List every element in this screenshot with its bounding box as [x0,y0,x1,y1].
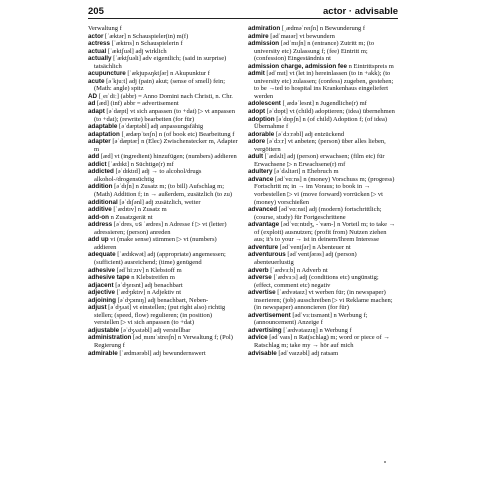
entry-definition: [əˈdɪʃn] n Zusatz m; (to bill) Aufschlag m; (Math) Addition f; in → außerdem, zusätzlich (to zu) [94,183,233,199]
entry-definition: [ˌædəˈlesnt] n Jugendliche(r) mf [282,100,367,108]
entry-definition: n Eintrittspreis m [348,62,394,70]
dictionary-entry [88,350,238,358]
entry-definition: [əˈdʒʌst] vt einstellen; (put right also) richtig stellen; (speed, flow) regulieren; (in position) verstellen ▷ vi sich anpassen (to +dat) [94,304,226,327]
dictionary-entry [248,244,398,252]
dictionary-entry [88,70,238,78]
dictionary-entry [88,274,238,282]
entry-headword: additive [88,206,112,214]
entry-headword: acupuncture [88,70,126,78]
entry-definition: [əˈdæpt] vt sich anpassen (to +dat) ▷ vt anpassen (to +dat); (rewrite) bearbeiten (for für) [94,108,235,123]
entry-headword: admit [248,70,265,78]
entry-definition: [ˈæktər] n Schauspieler(in) m(f) [105,32,189,40]
dictionary-entry [248,138,398,153]
entry-definition: [ədˈmɪʃn] n (entrance) Zutritt m; (to university etc) Zulassung f; (fee) Eintritt m; (confession) Eingeständnis nt [254,40,375,63]
dictionary-entry [248,206,398,221]
dictionary-entry [88,138,238,153]
dictionary-entry [88,289,238,297]
entry-definition: [æd] (inf) abbr = advertisement [96,100,179,108]
entry-definition: [ˈædvɜːb] n Adverb nt [270,266,328,274]
entry-definition: [ˈæktʃuəl] adj wirklich [107,47,167,55]
dictionary-entry [248,312,398,327]
entry-headword: adaptation [88,130,120,138]
entry-headword: adapt [88,108,105,116]
entry-definition: n Zusatzgerät nt [110,213,153,221]
entry-headword: admission [248,40,280,48]
entry-headword: address [88,221,113,229]
entry-headword: advice [248,334,268,342]
entry-headword: adjacent [88,281,114,289]
dictionary-entry [88,334,238,349]
dictionary-entry [88,221,238,236]
entry-headword: adult [248,153,264,161]
dictionary-entry [88,282,238,290]
dictionary-entry [248,70,398,100]
entry-headword: acute [88,77,105,85]
entry-headword: adolescent [248,100,281,108]
entry-headword: actress [88,40,111,48]
entry-headword: advertise [248,289,276,297]
entry-headword: actually [88,55,112,63]
dictionary-entry [88,93,238,101]
dictionary-entry [88,199,238,207]
entry-definition: [ˌædməˈreɪʃn] n Bewunderung f [281,25,366,32]
header-rule [88,18,398,19]
entry-headword: adore [248,138,266,146]
entry-definition: [ədˈhiːzɪv] n Klebstoff m [116,266,182,274]
entry-headword: addict [88,160,107,168]
dictionary-entry [88,153,238,161]
dictionary-entry [248,40,398,63]
entry-definition: n Klebstreifen m [131,274,175,282]
dictionary-entry [88,25,238,33]
entry-definition: [əˈkjuːt] adj (pain) akut; (sense of smell) fein; (Math: angle) spitz [94,77,226,93]
dictionary-entry [88,267,238,275]
entry-headword: admiration [248,25,281,32]
entry-definition: [ˈædvətaɪzɪŋ] n Werbung f [283,326,352,334]
entry-headword: administration [88,334,132,342]
entry-definition: [ˌædæpˈteɪʃn] n (of book etc) Bearbeitung f [121,130,235,138]
entry-definition: [æd] vt (ingredient) hinzufügen; (numbers) addieren [100,153,237,161]
dictionary-entry [248,25,398,33]
dictionary-entry [88,304,238,327]
entry-definition: [ˈæktrɪs] n Schauspielerin f [111,40,183,48]
entry-headword: admire [248,32,269,40]
entry-headword: advertisement [248,311,291,319]
entry-definition: [əˈdɪktɪd] adj → to alcohol/drugs alkohol-/drogensüchtig [94,168,202,183]
entry-definition: [ˈæktʃuəli] adv eigentlich; (said in surprise) tatsächlich [94,55,227,70]
entry-definition: Verwaltung f [88,25,122,32]
entry-headword: AD [88,92,98,100]
dictionary-entry [248,153,398,168]
entry-headword: adopt [248,108,266,116]
dictionary-entry [88,131,238,139]
dictionary-entry [88,48,238,56]
dictionary-entry [88,214,238,222]
dictionary-entry [88,33,238,41]
dictionary-entry [248,289,398,312]
dictionary-entry [88,206,238,214]
entry-headword: adverse [248,274,272,282]
dictionary-entry [248,108,398,116]
dictionary-entry [88,236,238,251]
dictionary-entry [248,131,398,139]
dictionary-entry [248,274,398,289]
entry-definition: [ədˈventʃər] n Abenteuer nt [279,243,351,251]
entry-headword: adapter [88,138,111,146]
entry-definition: [ˈædɪkwət] adj (appropriate) angemessen; (sufficient) ausreichend; (time) genügend [94,251,226,266]
dictionary-entry [88,161,238,169]
entry-headword: advanced [248,206,278,214]
dictionary-entry [88,123,238,131]
entry-definition: [əˈdɔːr] vt anbeten; (person) über alles lieben, vergöttern [254,138,386,153]
dictionary-entry [248,334,398,349]
entry-definition: [ˈædvətaɪz] vt werben für; (in newspaper) inserieren; (job) ausschreiben ▷ vi Reklame machen; (in newspaper) annoncieren (for für) [254,289,393,312]
entry-definition: [ədˈvɜːtɪsmənt] n Werbung f; (announcement) Anzeige f [254,311,368,327]
entry-definition: [ədˈvaɪs] n Rat(schlag) m; word or piece of → Ratschlag m; take my → hör auf mich [254,334,390,349]
dictionary-entry [248,267,398,275]
entry-headword: adverb [248,266,269,274]
entry-definition: [ədˈvɑːntɪdʒ, -ˈvæn-] n Vorteil m; to take → of (exploit) ausnutzen; (profit from) Nutzen ziehen aus; it's to your → ist in deinem/Ihrem Interesse [254,221,396,244]
dictionary-entry [248,116,398,131]
entry-headword: actual [88,47,107,55]
dictionary-entry [88,108,238,123]
entry-definition: [ədˈventʃərəs] adj (person) abenteuerlustig [254,251,357,266]
page-number: 205 [88,6,104,17]
entry-headword: adequate [88,251,116,259]
entry-headword: adjustable [88,326,120,334]
page-mark [384,461,386,463]
entry-headword: add up [88,236,109,244]
entry-definition: [əˈdʒɔɪnɪŋ] adj benachbart, Neben- [117,296,209,304]
entry-definition: [ˈædʌlt] adj (person) erwachsen; (film etc) für Erwachsene ▷ n Erwachsene(r) mf [254,153,385,168]
entry-definition: [ˈædmərəbl] adj bewundernswert [119,349,206,357]
left-column [88,25,238,357]
entry-headword: advantage [248,221,280,229]
dictionary-entry [248,251,398,266]
entry-headword: adjective [88,289,115,297]
entry-definition: [əˈdæptər] n (Elec) Zwischenstecker m, Adapter m [94,138,238,153]
dictionary-entry [88,183,238,198]
entry-definition: [əˈdæptəbl] adj anpassungsfähig [119,123,204,131]
dictionary-entry [88,55,238,70]
entry-definition: [əˈdres, ᴜꜱ ˈædres] n Adresse f ▷ vt (letter) adressieren; (person) anreden [94,221,227,236]
entry-definition: [ˈædɪkt] n Süchtige(r) mf [108,160,174,168]
dictionary-entry [248,221,398,244]
entry-headword: adventurous [248,251,286,259]
entry-headword: adaptable [88,123,118,131]
entry-headword: advertising [248,326,282,334]
entry-headword: adventure [248,243,279,251]
entry-definition: [əˈdɒpʃn] n (of child) Adoption f; (of idea) Übernahme f [254,115,388,131]
entry-headword: advisable [248,349,277,357]
entry-definition: [ˈædɪtɪv] n Zusatz m [113,206,167,214]
dictionary-entry [248,176,398,206]
entry-definition: [ˈækjupʌŋktʃər] n Akupunktur f [127,70,210,78]
entry-definition: [əˈdɒpt] vt (child) adoptieren; (idea) übernehmen [266,108,395,116]
entry-definition: [əˈdɪʃənl] adj zusätzlich, weiter [119,198,201,206]
dictionary-entry [88,100,238,108]
entry-headword: admirable [88,349,118,357]
entry-definition: [ˈædʒɪktɪv] n Adjektiv nt [116,289,182,297]
dictionary-entry [88,327,238,335]
entry-headword: adhesive [88,266,115,274]
entry-headword: advance [248,175,274,183]
right-column [248,25,398,357]
entry-headword: actor [88,32,104,40]
entry-definition: [ədˈmaɪər] vt bewundern [270,32,335,40]
entry-headword: adjust [88,304,107,312]
entry-definition: [ədˈmɪt] vt (let in) hereinlassen (to in +akk); (to university etc) zulassen; (confess) zugeben, gestehen; to be →ted to hospital ins Krankenhaus eingeliefert werden [254,70,394,100]
entry-definition: [ədˈvaɪzəbl] adj ratsam [278,349,339,357]
entry-headword: addicted [88,168,114,176]
entry-headword: additional [88,198,118,206]
dictionary-entry [88,78,238,93]
dictionary-entry [248,33,398,41]
entry-definition: [əˈdʒʌstəbl] adj verstellbar [120,326,191,334]
entry-headword: adoption [248,115,275,123]
entry-definition: [əˈdʌltəri] n Ehebruch m [274,168,339,176]
entry-headword: admission charge, admission fee [248,62,348,70]
entry-headword: ad [88,100,96,108]
dictionary-entry [88,40,238,48]
entry-definition: vi (make sense) stimmen ▷ vt (numbers) addieren [94,236,217,251]
dictionary-entry [88,168,238,183]
dictionary-entry [248,100,398,108]
entry-headword: add [88,153,100,161]
entry-definition: [əˈdʒeɪsnt] adj benachbart [115,281,183,289]
entry-headword: adjoining [88,296,116,304]
guide-words: actor · advisable [323,6,398,17]
entry-headword: add-on [88,213,109,221]
dictionary-entry [248,327,398,335]
entry-headword: adorable [248,130,275,138]
entry-definition: [ədˈvɑːns] n (money) Vorschuss m; (progress) Fortschritt m; in → im Voraus; to book in → vorbestellen ▷ vi (move forward) vorrücken ▷ vt (money) vorschießen [254,175,395,206]
entry-headword: adhesive tape [88,274,130,282]
entry-headword: addition [88,183,113,191]
entry-definition: [ədˌmɪnɪˈstreɪʃn] n Verwaltung f; (Pol) Regierung f [94,334,233,349]
entry-definition: [ˈædvɜːs] adj (conditions etc) ungünstig; (effect, comment etc) negativ [254,274,379,289]
entry-definition: [əˈdɔːrəbl] adj entzückend [275,130,345,138]
entry-definition: [ədˈvɑːnst] adj (modern) fortschrittlich; (course, study) für Fortgeschrittene [254,206,382,221]
dictionary-entry [248,350,398,358]
dictionary-entry [248,63,398,71]
entry-definition: [ˌeɪˈdiː] (abbr) = Anno Domini nach Christi, n. Chr. [98,92,233,100]
dictionary-entry [248,168,398,176]
dictionary-entry [88,251,238,266]
entry-headword: adultery [248,168,273,176]
dictionary-entry [88,297,238,305]
